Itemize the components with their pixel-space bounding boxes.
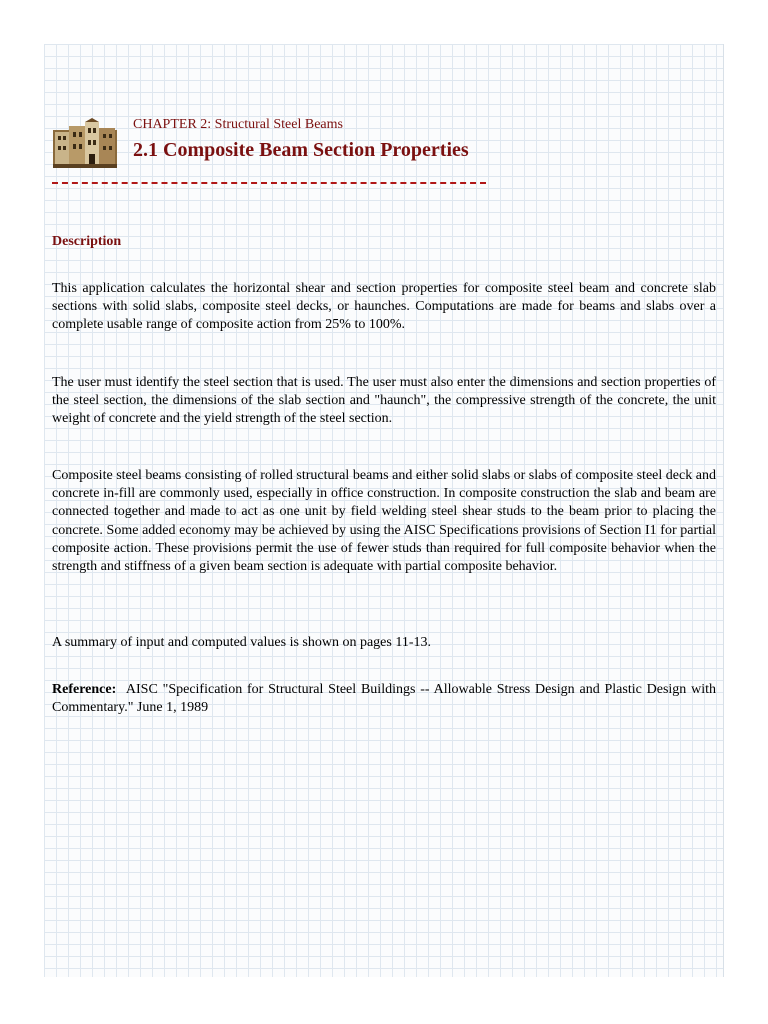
paragraph-composite-beams: Composite steel beams consisting of rolled structural beams and either solid slabs or slabs of composite steel deck and concrete in-fill are commonly used, especially in office construction. In composite construction the slab and beam are connected together and made to act as one unit by field welding steel shear studs to the beam prior to placing the concrete. Some added economy may be achieved by using the AISC Specifications provisions of Section I1 for partial composite action. These provisions permit the use of fewer studs than required for full composite behavior when the strength and stiffness of a given beam section is adequate with partial composite behavior. [52,468,716,575]
paragraph-overview: This application calculates the horizontal shear and section properties for composite steel beam and concrete slab sections with solid slabs, composite steel decks, or haunches. Computations are made for beams and slabs over a complete usable range of composite action from 25% to 100%. [52,281,716,333]
reference-text: AISC "Specification for Structural Steel Buildings -- Allowable Stress Design and Plastic Design with Commentary." June 1, 1989 [52,682,717,716]
section-heading: Description [52,234,122,249]
dashed-divider [52,182,486,184]
reference-paragraph [52,681,716,717]
chapter-label: CHAPTER 2: Structural Steel Beams [133,117,343,132]
paragraph-user-input: The user must identify the steel section that is used. The user must also enter the dimensions and section properties of the steel section, the dimensions of the slab section and "haunch", the compressive strength of the concrete, the unit weight of concrete and the yield strength of the steel section. [52,375,716,427]
page-title: 2.1 Composite Beam Section Properties [133,139,469,161]
reference-label: Reference: [52,682,117,697]
paragraph-summary: A summary of input and computed values is shown on pages 11-13. [52,635,431,650]
building-icon [53,118,117,168]
